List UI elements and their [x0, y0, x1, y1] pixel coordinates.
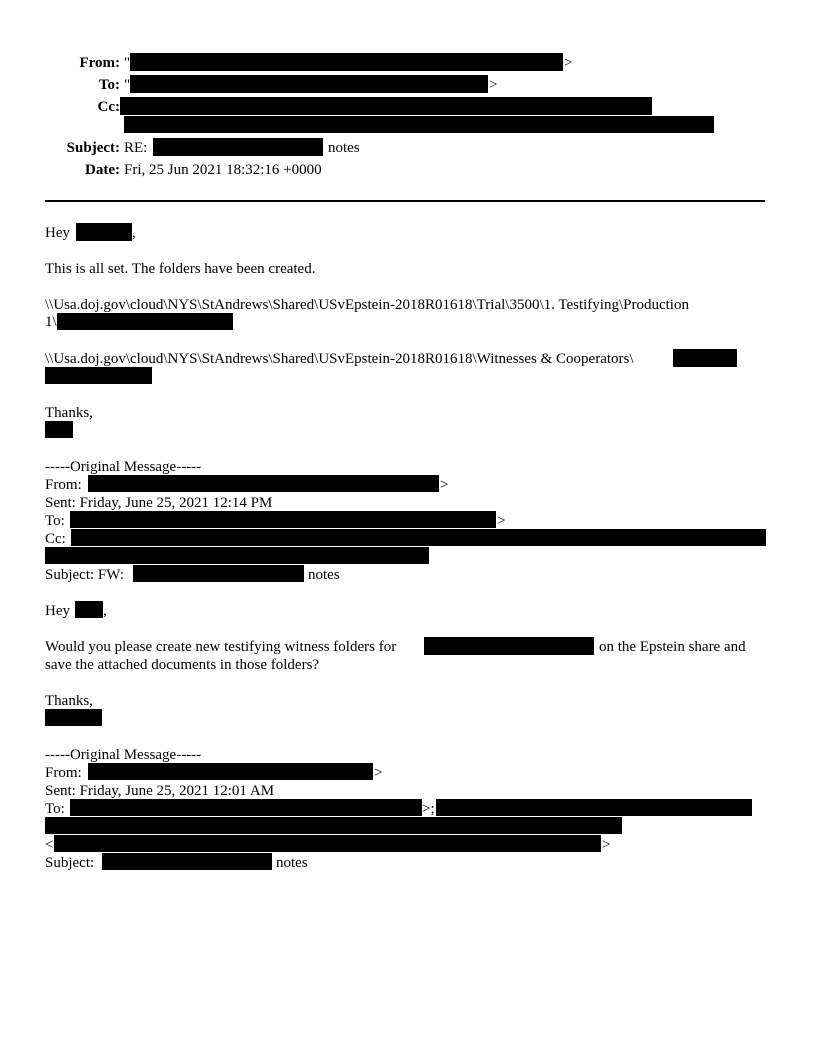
- header-to-quote: ": [124, 77, 131, 93]
- redaction-reply-signature: [45, 421, 73, 438]
- reply-greeting-comma: ,: [132, 225, 136, 241]
- orig2-subject-label: Subject:: [45, 855, 95, 871]
- orig2-to-label: To:: [45, 801, 65, 817]
- orig2-to-gt: >: [602, 837, 611, 853]
- reply-path1-line1: \\Usa.doj.gov\cloud\NYS\StAndrews\Shared\USvEpstein-2018R01618\Trial\3500\1. Testifying\Production: [45, 297, 689, 313]
- redaction-path1: [57, 313, 233, 330]
- orig1-subject-suffix: notes: [308, 567, 340, 583]
- header-date-value: Fri, 25 Jun 2021 18:32:16 +0000: [124, 162, 322, 178]
- orig1-to-label: To:: [45, 513, 65, 529]
- redaction-orig1-to: [70, 511, 496, 528]
- header-from-label: From:: [79, 55, 120, 71]
- redaction-orig2-subject: [102, 853, 272, 870]
- orig1-thanks: Thanks,: [45, 693, 93, 709]
- redaction-path2-a: [673, 349, 737, 367]
- redaction-orig2-to-3: [45, 817, 622, 834]
- orig1-to-gt: >: [497, 513, 506, 529]
- orig1-cc-label: Cc:: [45, 531, 66, 547]
- redaction-orig2-to-2: [436, 799, 752, 816]
- orig2-from-gt: >: [374, 765, 383, 781]
- orig1-sent: Sent: Friday, June 25, 2021 12:14 PM: [45, 495, 273, 511]
- redaction-orig2-from: [88, 763, 373, 780]
- orig1-from-label: From:: [45, 477, 82, 493]
- header-subject-prefix: RE:: [124, 140, 148, 156]
- header-subject-suffix: notes: [328, 140, 360, 156]
- orig1-body-line2: save the attached documents in those folders?: [45, 657, 320, 673]
- redaction-reply-recipient: [76, 223, 132, 241]
- header-to-label: To:: [98, 77, 120, 93]
- orig1-body-part2: on the Epstein share and: [599, 639, 746, 655]
- reply-thanks: Thanks,: [45, 405, 93, 421]
- redaction-to: [130, 75, 488, 93]
- reply-line1: This is all set. The folders have been created.: [45, 261, 316, 277]
- redaction-orig1-cc-1: [71, 529, 766, 546]
- header-from-gt: >: [564, 55, 573, 71]
- reply-path2-line1: \\Usa.doj.gov\cloud\NYS\StAndrews\Shared\USvEpstein-2018R01618\Witnesses & Cooperators\: [45, 351, 634, 367]
- orig1-separator: -----Original Message-----: [45, 459, 202, 475]
- redaction-orig1-recipient: [75, 601, 103, 618]
- orig1-greeting-comma: ,: [103, 603, 107, 619]
- orig2-from-label: From:: [45, 765, 82, 781]
- reply-path1-line2: 1\: [45, 314, 57, 330]
- header-subject-label: Subject:: [66, 140, 120, 156]
- redaction-from: [130, 53, 563, 71]
- orig2-sent: Sent: Friday, June 25, 2021 12:01 AM: [45, 783, 275, 799]
- redaction-cc-1: [120, 97, 652, 115]
- redaction-cc-2: [124, 116, 714, 133]
- redaction-orig2-to-4: [54, 835, 601, 852]
- redaction-orig1-subject: [133, 565, 304, 582]
- orig1-from-gt: >: [440, 477, 449, 493]
- redaction-path2-b: [45, 367, 152, 384]
- orig1-body-part1: Would you please create new testifying witness folders for: [45, 639, 397, 655]
- redaction-orig2-to-1: [70, 799, 422, 816]
- header-to-gt: >: [489, 77, 498, 93]
- orig1-subject-label: Subject: FW:: [45, 567, 125, 583]
- orig2-to-sep: >;: [422, 801, 435, 817]
- header-from-quote: ": [124, 55, 131, 71]
- reply-greeting: Hey: [45, 225, 70, 241]
- orig2-to-lt: <: [45, 837, 54, 853]
- redaction-orig1-cc-2: [45, 547, 429, 564]
- orig1-greeting: Hey: [45, 603, 70, 619]
- redaction-subject: [153, 138, 323, 156]
- header-date-label: Date:: [85, 162, 120, 178]
- redaction-orig1-from: [88, 475, 439, 492]
- header-divider: [45, 200, 765, 202]
- header-cc-label: Cc:: [97, 99, 120, 115]
- redaction-orig1-signature: [45, 709, 102, 726]
- orig2-separator: -----Original Message-----: [45, 747, 202, 763]
- orig2-subject-suffix: notes: [276, 855, 308, 871]
- redaction-orig1-witness: [424, 637, 594, 655]
